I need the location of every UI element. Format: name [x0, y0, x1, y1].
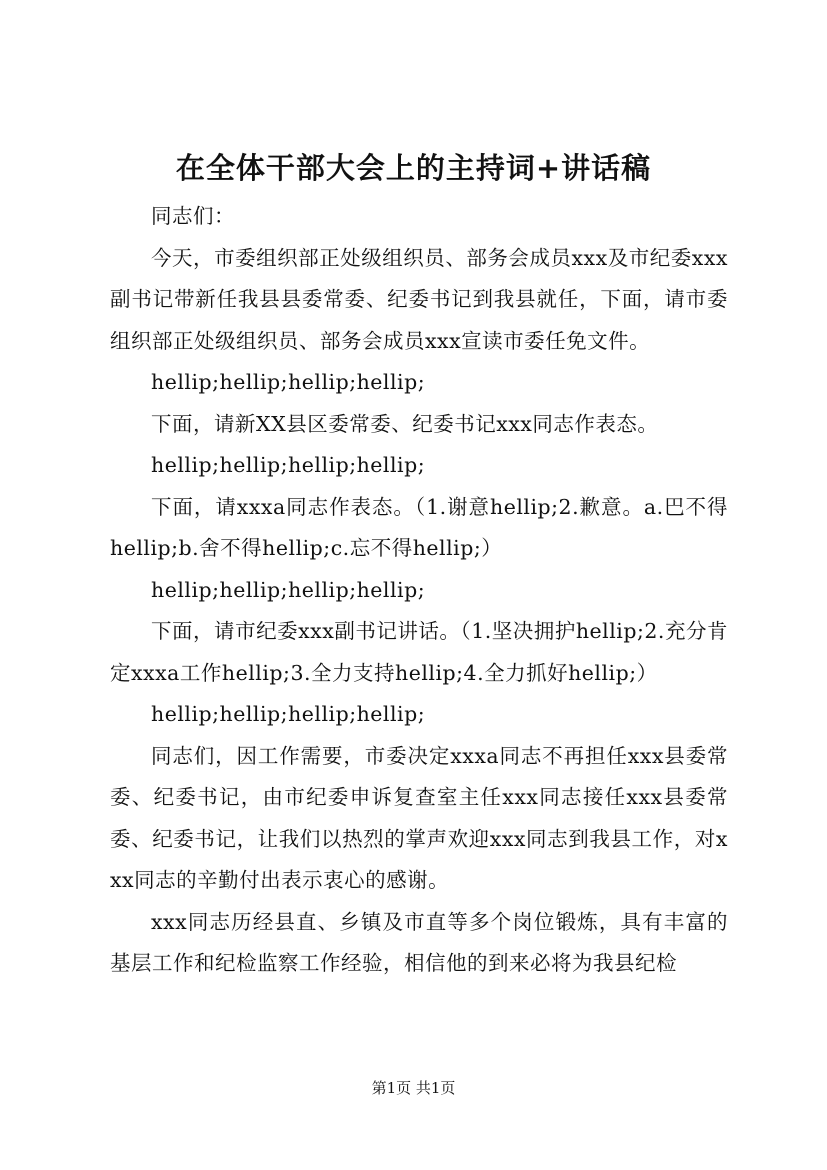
paragraph-ellipsis: hellip;hellip;hellip;hellip;: [151, 702, 426, 726]
document-title: 在全体干部大会上的主持词+讲话稿: [175, 151, 652, 185]
page-footer: 第1页 共1页: [371, 1079, 456, 1097]
paragraph-outgoing-statement: 下面，请xxxa同志作表态。（1.谢意hellip;2.歉意。a.巴不得hellip;b.舍不得hellip;c.忘不得hellip;）: [110, 494, 728, 560]
paragraph-ellipsis: hellip;hellip;hellip;hellip;: [151, 577, 426, 602]
document-body: [110, 196, 728, 985]
paragraph-new-secretary-statement: 下面，请新XX县区委常委、纪委书记xxx同志作表态。: [151, 411, 659, 436]
paragraph-appointment: 同志们，因工作需要，市委决定xxxa同志不再担任xxx县委常委、纪委书记，由市纪委申诉复查室主任xxx同志接任xxx县委常委、纪委书记，让我们以热烈的掌声欢迎xxx同志到我县工作，对xxx同志的辛勤付出表示衷心的感谢。: [110, 743, 728, 892]
paragraph-introduction: xxx同志历经县直、乡镇及市直等多个岗位锻炼，具有丰富的基层工作和纪检监察工作经验，相信他的到来必将为我县纪检: [110, 909, 728, 975]
paragraph-opening: 今天，市委组织部正处级组织员、部务会成员xxx及市纪委xxx副书记带新任我县县委常委、纪委书记到我县就任，下面，请市委组织部正处级组织员、部务会成员xxx宣读市委任免文件。: [110, 245, 728, 353]
paragraph-ellipsis: hellip;hellip;hellip;hellip;: [151, 370, 426, 394]
paragraph-ellipsis: hellip;hellip;hellip;hellip;: [151, 453, 426, 477]
paragraph-greeting: 同志们：: [151, 204, 235, 228]
paragraph-deputy-speech: 下面，请市纪委xxx副书记讲话。（1.坚决拥护hellip;2.充分肯定xxxa工作hellip;3.全力支持hellip;4.全力抓好hellip;）: [110, 619, 728, 685]
